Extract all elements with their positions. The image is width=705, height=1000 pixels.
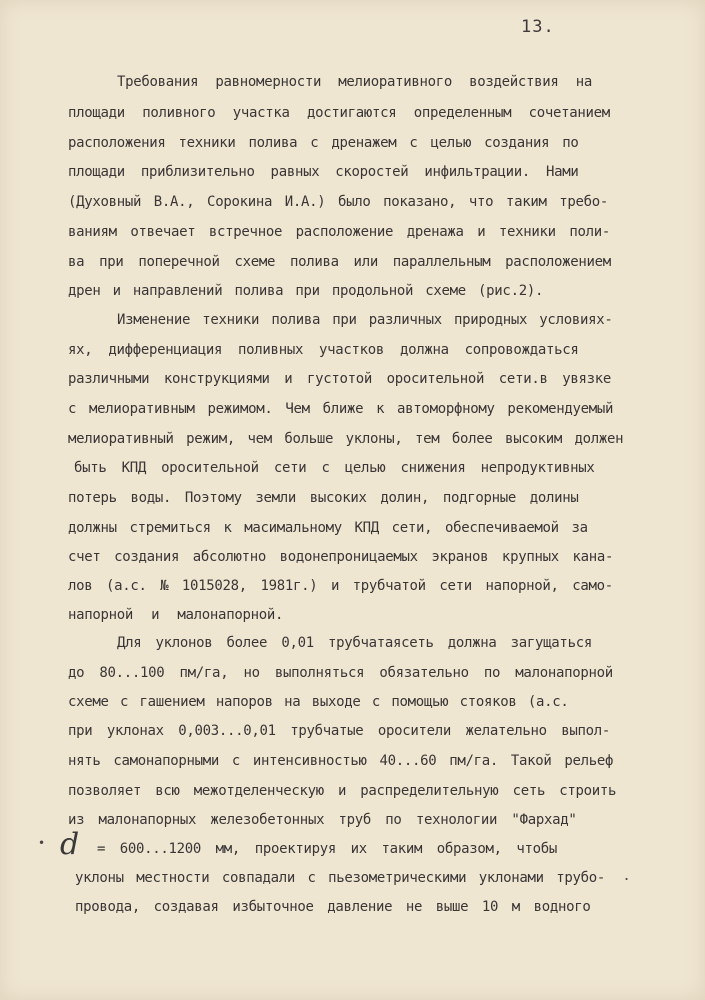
text-line-26: из малонапорных железобетонных труб по технологии "Фархад" bbox=[68, 812, 577, 828]
text-line-22: схеме с гашением напоров на выходе с помощью стояков (а.с. bbox=[68, 694, 569, 710]
text-line-11: различными конструкциями и густотой оросительной сети.в увязке bbox=[68, 371, 611, 387]
text-line-17: счет создания абсолютно водонепроницаемых экранов крупных кана- bbox=[68, 549, 614, 565]
text-line-3: расположения техники полива с дренажем с целью создания по bbox=[68, 135, 579, 151]
text-line-2: площади поливного участка достигаются определенным сочетанием bbox=[68, 105, 610, 121]
text-line-9: Изменение техники полива при различных природных условиях- bbox=[117, 312, 613, 328]
margin-dot-left: • bbox=[38, 836, 46, 850]
text-line-27: = 600...1200 мм, проектируя их таким образом, чтобы bbox=[97, 841, 558, 857]
text-line-12: с мелиоративным режимом. Чем ближе к автоморфному рекомендуемый bbox=[68, 401, 614, 417]
text-line-18: лов (а.с. № 1015028, 1981г.) и трубчатой сети напорной, само- bbox=[68, 578, 613, 594]
text-line-21: до 80...100 пм/га, но выполняться обязательно по малонапорной bbox=[68, 665, 613, 681]
text-line-24: нять самонапорными с интенсивностью 40...60 пм/га. Такой рельеф bbox=[68, 753, 614, 769]
text-line-19: напорной и малонапорной. bbox=[68, 607, 284, 623]
text-line-1: Требования равномерности мелиоративного воздействия на bbox=[117, 74, 592, 90]
text-line-14: быть КПД оросительной сети с целью снижения непродуктивных bbox=[74, 460, 595, 476]
text-line-7: ва при поперечной схеме полива или параллельным расположением bbox=[68, 254, 611, 270]
text-line-5: (Духовный В.А., Сорокина И.А.) было показано, что таким требо- bbox=[68, 194, 608, 210]
page-number: 13. bbox=[521, 17, 555, 37]
text-line-6: ваниям отвечает встречное расположение дренажа и техники поли- bbox=[68, 224, 610, 240]
text-line-28: уклоны местности совпадали с пьезометрическими уклонами трубо- bbox=[75, 870, 605, 886]
text-line-16: должны стремиться к масимальному КПД сети, обеспечиваемой за bbox=[68, 520, 588, 536]
margin-dot-right: . bbox=[624, 865, 630, 884]
text-line-29: провода, создавая избыточное давление не выше 10 м водного bbox=[75, 899, 591, 915]
text-line-8: дрен и направлений полива при продольной схеме (рис.2). bbox=[68, 283, 544, 299]
text-line-10: ях, дифференциация поливных участков должна сопровождаться bbox=[68, 342, 579, 358]
text-line-13: мелиоративный режим, чем больше уклоны, тем более высоким должен bbox=[68, 431, 624, 447]
text-line-20: Для уклонов более 0,01 трубчатаясеть должна загущаться bbox=[117, 635, 592, 651]
text-line-25: позволяет всю межотделенческую и распределительную сеть строить bbox=[68, 783, 617, 799]
text-line-4: площади приблизительно равных скоростей инфильтрации. Нами bbox=[68, 164, 579, 180]
handwritten-d: d bbox=[60, 827, 80, 862]
text-line-23: при уклонах 0,003...0,01 трубчатые оросители желательно выпол- bbox=[68, 723, 610, 739]
text-line-15: потерь воды. Поэтому земли высоких долин, подгорные долины bbox=[68, 490, 579, 506]
